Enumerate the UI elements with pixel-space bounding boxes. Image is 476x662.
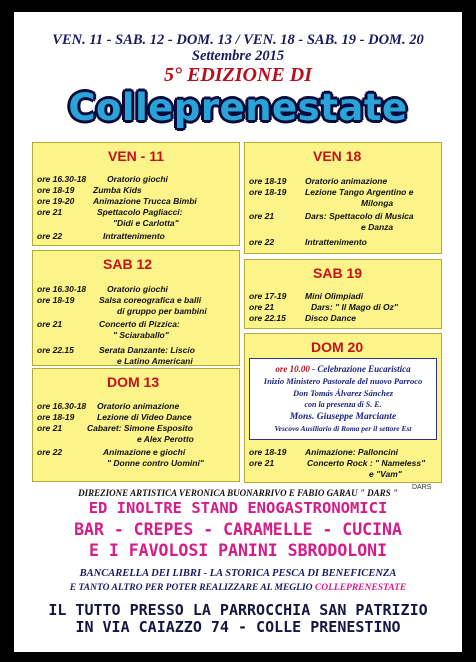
dates-line: VEN. 11 - SAB. 12 - DOM. 13 / VEN. 18 - SAB. 19 - DOM. 20 <box>52 32 424 48</box>
stand-line: ED INOLTRE STAND ENOGASTRONOMICI <box>88 499 388 517</box>
day-title: VEN 18 <box>313 148 362 164</box>
mass-line: con la presenza di S. E. <box>304 400 382 409</box>
tanto-altro-line: E TANTO ALTRO PER POTER REALIZZARE AL MEGLIO COLLEPRENESTATE <box>69 583 407 593</box>
day-box-sab12: SAB 12 ore 16.30-18 Oratorio giochi ore 18-19 Salsa coreografica e balli di gruppo per bambini ore 21 Concerto di Pizzica: " Sciaraballo" ore 22.15 Serata Danzante: Liscio e Latino Americani <box>32 250 240 366</box>
stand-line: BAR - CREPES - CARAMELLE - CUCINA <box>74 520 402 539</box>
day-title: DOM 20 <box>311 339 364 355</box>
day-box-ven18: VEN 18 ore 18-19 Oratorio animazione ore 18-19 Lezione Tango Argentino e Milonga ore 21 Dars: Spettacolo di Musica e Danza ore 22 Intrattenimento <box>244 142 442 254</box>
address-line: IN VIA CAIAZZO 74 - COLLE PRENESTINO <box>75 618 401 636</box>
dars-logo: DARS <box>412 484 432 491</box>
event-title: Colleprenestate <box>68 86 408 129</box>
day-title: SAB 19 <box>313 265 363 281</box>
mass-title: - Celebrazione Eucaristica <box>309 364 411 374</box>
day-box-dom20: DOM 20 ore 10.00 - Celebrazione Eucaristica Inizio Ministero Pastorale del nuovo Parroco Don Tomás Álvarez Sánchez con la presenza di S. E. Mons. Giuseppe Marciante Vescovo Ausiliario di Roma per il settore Est ore 18-19 Animazione: Palloncini ore 21 Concerto Rock : " Nameless" e "Vam" <box>244 333 442 483</box>
stand-line: E I FAVOLOSI PANINI SBRODOLONI <box>88 541 387 560</box>
mass-time: ore 10.00 <box>275 364 310 374</box>
day-box-dom13: DOM 13 ore 16.30-18 Oratorio animazione ore 18-19 Lezione di Video Dance ore 21 Cabaret: Simone Esposito e Alex Perotto ore 22 Animazione e giochi " Donne contro Uomini" <box>32 368 240 482</box>
day-box-ven11: VEN - 11 ore 16.30-18 Oratorio giochi ore 18-19 Zumba Kids ore 19-20 Animazione Trucca Bimbi ore 21 Spettacolo Pagliacci: "Didi e Carlotta" ore 22 Intrattenimento <box>32 142 240 246</box>
day-title: DOM 13 <box>107 374 160 390</box>
mass-line: Mons. Giuseppe Marciante <box>289 412 397 422</box>
mass-line: Inizio Ministero Pastorale del nuovo Parroco <box>263 376 423 386</box>
bancarella-line: BANCARELLA DEI LIBRI - LA STORICA PESCA DI BENEFICENZA <box>79 568 397 579</box>
day-title: VEN - 11 <box>108 148 165 164</box>
day-box-sab19: SAB 19 ore 17-19 Mini Olimpiadi ore 21 Dars: " Il Mago di Oz" ore 22.15 Disco Dance <box>244 259 442 329</box>
day-title: SAB 12 <box>103 256 153 272</box>
month-year: Settembre 2015 <box>191 48 285 64</box>
event-poster <box>14 12 462 652</box>
edition-label: 5° EDIZIONE DI <box>163 64 313 86</box>
mass-announcement <box>249 358 437 440</box>
mass-line: Don Tomás Álvarez Sánchez <box>292 388 394 398</box>
artistic-direction: DIREZIONE ARTISTICA VERONICA BUONARRIVO E FABIO GARAU " DARS " <box>78 488 398 498</box>
location-line: IL TUTTO PRESSO LA PARROCCHIA SAN PATRIZIO <box>48 601 428 619</box>
mass-line: Vescovo Ausiliario di Roma per il settore Est <box>274 424 412 433</box>
